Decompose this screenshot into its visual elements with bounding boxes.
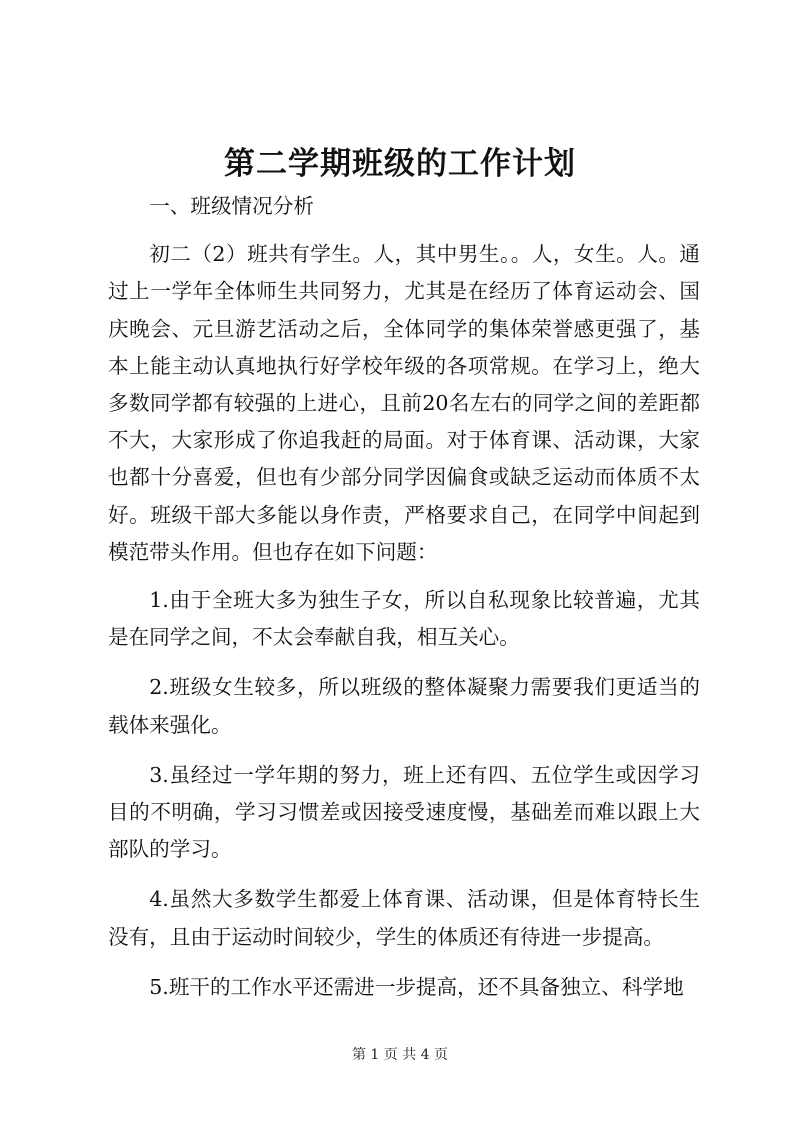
list-item-4: 4.虽然大多数学生都爱上体育课、活动课，但是体育特长生没有，且由于运动时间较少，学生的体质还有待进一步提高。	[108, 887, 700, 949]
list-item-3: 3.虽经过一学年期的努力，班上还有四、五位学生或因学习目的不明确，学习习惯差或因接受速度慢，基础差而难以跟上大部队的学习。	[108, 762, 700, 862]
list-item-5: 5.班干的工作水平还需进一步提高，还不具备独立、科学地	[149, 974, 684, 999]
list-item-2: 2.班级女生较多，所以班级的整体凝聚力需要我们更适当的载体来强化。	[108, 675, 700, 737]
page-footer: 第 1 页 共 4 页	[351, 1047, 449, 1063]
list-item-1: 1.由于全班大多为独生子女，所以自私现象比较普遍，尤其是在同学之间，不太会奉献自我，相互关心。	[108, 588, 700, 650]
paragraph-class-analysis: 初二（2）班共有学生。人，其中男生。。人，女生。人。通过上一学年全体师生共同努力，尤其是在经历了体育运动会、国庆晚会、元旦游艺活动之后，全体同学的集体荣誉感更强了，基本上能主动认真地执行好学校年级的各项常规。在学习上，绝大多数同学都有较强的上进心，且前20名左右的同学之间的差距都不大，大家形成了你追我赶的局面。对于体育课、活动课，大家也都十分喜爱，但也有少部分同学因偏食或缺乏运动而体质不太好。班级干部大多能以身作责，严格要求自己，在同学中间起到模范带头作用。但也存在如下问题：	[108, 242, 700, 564]
document-body	[108, 188, 700, 1019]
section-heading: 一、班级情况分析	[149, 194, 314, 218]
document-title: 第二学期班级的工作计划	[224, 146, 576, 182]
